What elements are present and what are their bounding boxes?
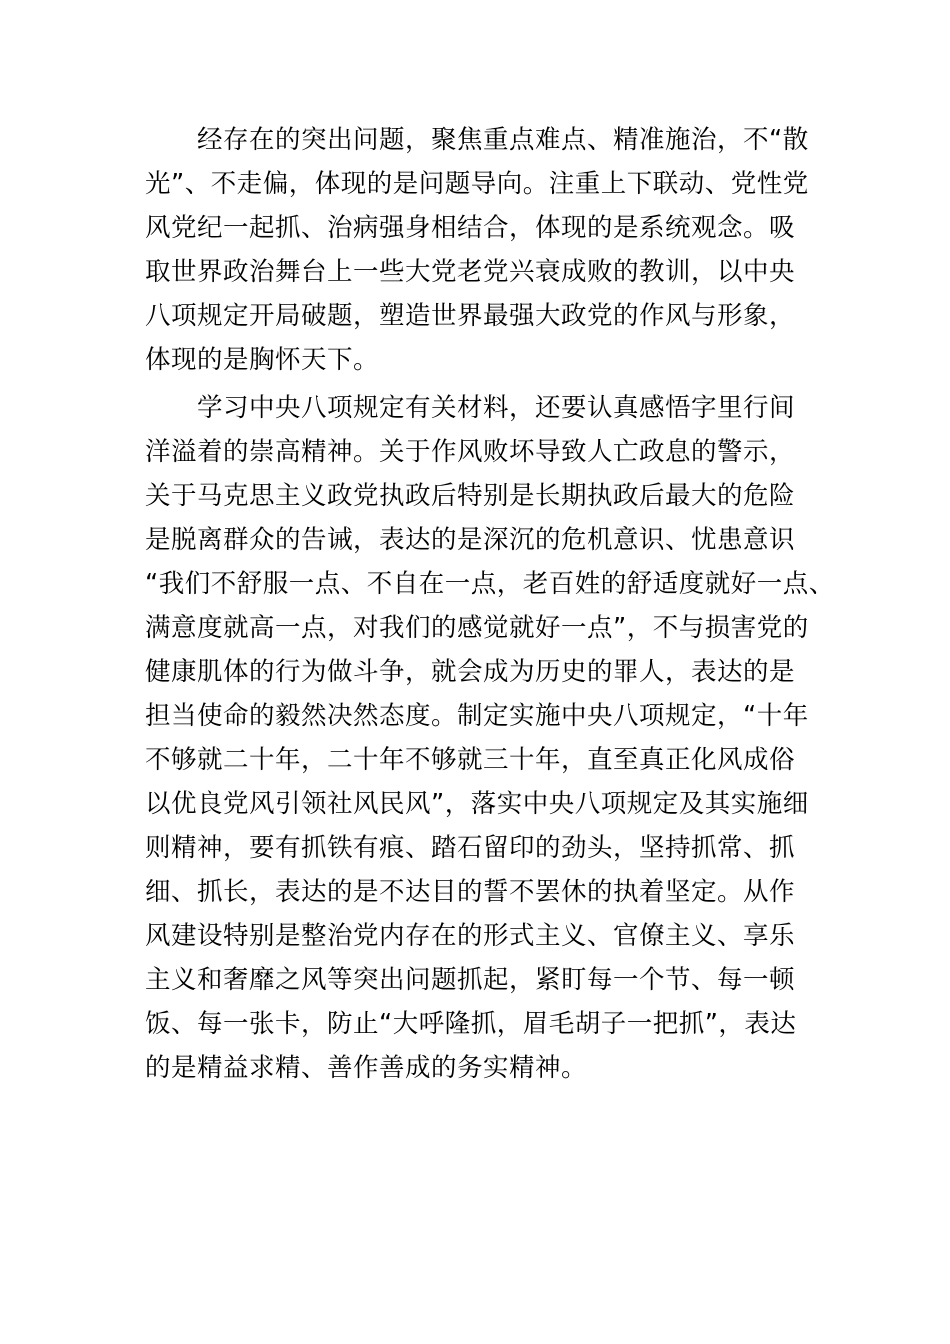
text-line: 满意度就高一点，对我们的感觉就好一点”，不与损害党的 <box>145 613 809 643</box>
text-line: 的是精益求精、善作善成的务实精神。 <box>145 1053 588 1083</box>
text-line: 以优良党风引领社风民风”，落实中央八项规定及其实施细 <box>145 789 809 819</box>
text-line: 是脱离群众的告诫，表达的是深沉的危机意识、忧患意识 <box>145 525 796 555</box>
text-line: 风党纪一起抓、治病强身相结合，体现的是系统观念。吸 <box>145 213 796 243</box>
text-line: 光”、不走偏，体现的是问题导向。注重上下联动、党性党 <box>145 169 809 199</box>
document-page <box>145 118 835 1094</box>
text-line: 风建设特别是整治党内存在的形式主义、官僚主义、享乐 <box>145 921 796 951</box>
text-line: 八项规定开局破题，塑造世界最强大政党的作风与形象， <box>145 301 796 331</box>
text-line: 洋溢着的崇高精神。关于作风败坏导致人亡政息的警示， <box>145 437 796 467</box>
text-line: 健康肌体的行为做斗争，就会成为历史的罪人，表达的是 <box>145 657 796 687</box>
paragraph-1 <box>145 118 825 382</box>
text-line: 主义和奢靡之风等突出问题抓起，紧盯每一个节、每一顿 <box>145 965 796 995</box>
text-line: 不够就二十年，二十年不够就三十年，直至真正化风成俗 <box>145 745 796 775</box>
text-line: 关于马克思主义政党执政后特别是长期执政后最大的危险 <box>145 481 796 511</box>
text-line: 学习中央八项规定有关材料，还要认真感悟字里行间 <box>197 393 796 423</box>
text-line: 则精神，要有抓铁有痕、踏石留印的劲头，坚持抓常、抓 <box>145 833 796 863</box>
text-line: 担当使命的毅然决然态度。制定实施中央八项规定，“十年 <box>145 701 809 731</box>
text-line: 取世界政治舞台上一些大党老党兴衰成败的教训，以中央 <box>145 257 796 287</box>
paragraph-2 <box>145 386 835 1090</box>
text-line: 细、抓长，表达的是不达目的誓不罢休的执着坚定。从作 <box>145 877 796 907</box>
text-line: 体现的是胸怀天下。 <box>145 345 380 375</box>
text-line: 经存在的突出问题，聚焦重点难点、精准施治，不“散 <box>197 125 809 155</box>
text-line: 饭、每一张卡，防止“大呼隆抓，眉毛胡子一把抓”，表达 <box>145 1009 797 1039</box>
text-line: “我们不舒服一点、不自在一点，老百姓的舒适度就好一点、 <box>145 569 835 599</box>
